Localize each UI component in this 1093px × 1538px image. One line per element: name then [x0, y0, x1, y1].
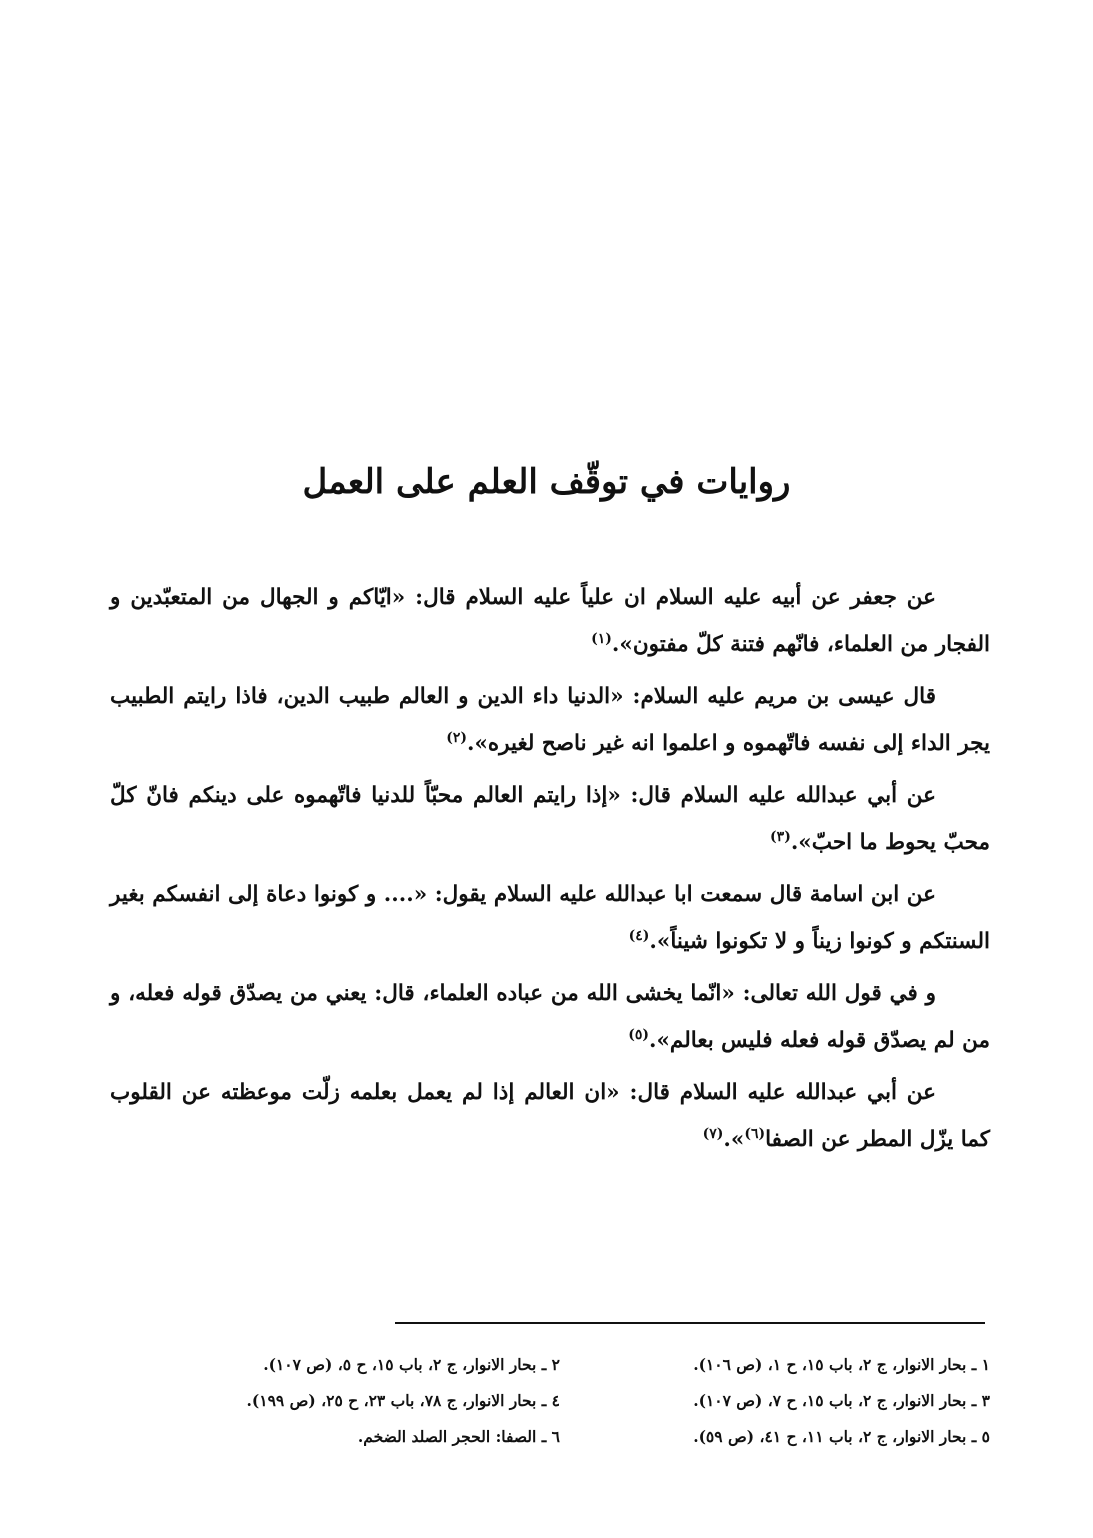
hadith-paragraph [110, 1070, 990, 1163]
footnote-ref[interactable]: (٧) [702, 1125, 724, 1142]
footnote-row [110, 1418, 990, 1454]
hadith-paragraph [110, 575, 990, 668]
hadith-paragraph [110, 971, 990, 1064]
footnote-row [110, 1346, 990, 1382]
hadith-text: عن ابن اسامة قال سمعت ابا عبدالله عليه السلام يقول: «.... و كونوا دعاة إلى انفسكم بغير السنتكم و كونوا زيناً و لا تكونوا شيناً». [110, 882, 990, 954]
hadith-paragraph [110, 872, 990, 965]
footnote-ref[interactable]: (٦) [744, 1125, 766, 1142]
footnote-ref[interactable]: (١) [591, 630, 612, 647]
footnote-item: ٤ ـ بحار الانوار، ج ٧٨، باب ٢٣، ح ٢٥، (ص ١٩٩). [246, 1390, 560, 1410]
chapter-title: روايات في توقّف العلم على العمل [302, 462, 791, 502]
hadith-text: عن أبي عبدالله عليه السلام قال: «ان العالم إذا لم يعمل بعلمه زلّت موعظته عن القلوب كما يزّل المطر عن الصفا [110, 1080, 990, 1152]
footnote-ref[interactable]: (٤) [628, 927, 650, 944]
footnote-ref[interactable]: (٢) [446, 729, 467, 746]
main-text [110, 575, 990, 1169]
footnote-divider [395, 1322, 985, 1324]
footnote-ref[interactable]: (٣) [770, 828, 791, 845]
hadith-text: قال عيسى بن مريم عليه السلام: «الدنيا داء الدين و العالم طبيب الدين، فاذا رايتم الطبيب يجر الداء إلى نفسه فاتّهموه و اعلموا انه غير ناصح لغيره». [110, 684, 990, 756]
footnote-item: ٦ ـ الصفا: الحجر الصلد الضخم. [357, 1426, 560, 1446]
hadith-text: و في قول الله تعالى: «انّما يخشى الله من عباده العلماء، قال: يعني من يصدّق قوله فعله، و من لم يصدّق قوله فعله فليس بعالم». [110, 981, 990, 1053]
footnote-row [110, 1382, 990, 1418]
footnote-item: ٥ ـ بحار الانوار، ج ٢، باب ١١، ح ٤١، (ص ٥٩). [693, 1426, 990, 1446]
quote-close: ». [723, 1126, 745, 1152]
hadith-text: عن جعفر عن أبيه عليه السلام ان علياً عليه السلام قال: «ايّاكم و الجهال من المتعبّدين و الفجار من العلماء، فانّهم فتنة كلّ مفتون». [110, 585, 990, 657]
hadith-paragraph [110, 773, 990, 866]
hadith-paragraph [110, 674, 990, 767]
footnote-item: ٢ ـ بحار الانوار، ج ٢، باب ١٥، ح ٥، (ص ١٠٧). [263, 1354, 560, 1374]
hadith-text: عن أبي عبدالله عليه السلام قال: «إذا رايتم العالم محبّاً للدنيا فاتّهموه على دينكم فانّ كلّ محبّ يحوط ما احبّ». [110, 783, 990, 855]
footnotes [110, 1346, 990, 1454]
footnote-ref[interactable]: (٥) [628, 1026, 649, 1043]
footnote-item: ٣ ـ بحار الانوار، ج ٢، باب ١٥، ح ٧، (ص ١٠٧). [693, 1390, 990, 1410]
footnote-item: ١ ـ بحار الانوار، ج ٢، باب ١٥، ح ١، (ص ١٠٦). [693, 1354, 990, 1374]
